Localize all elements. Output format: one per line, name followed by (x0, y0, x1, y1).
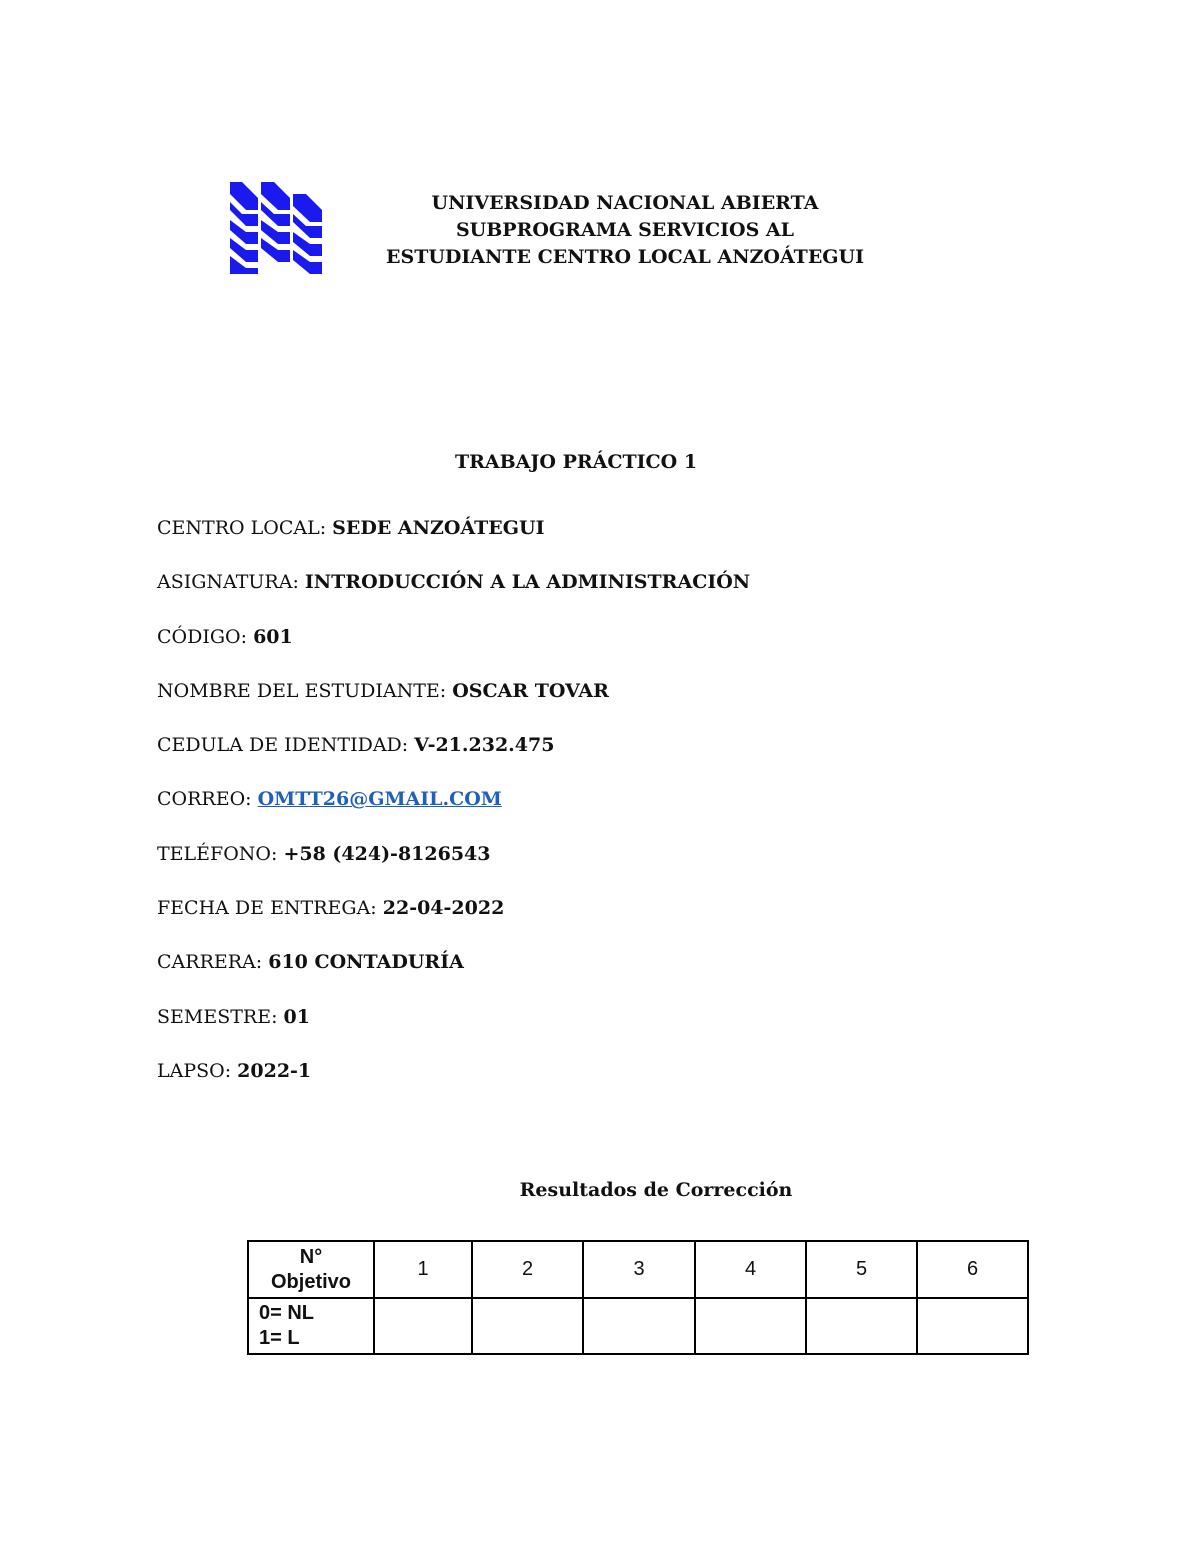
field-telefono (157, 843, 750, 897)
score-cell (583, 1298, 695, 1354)
field-value: 01 (283, 1005, 310, 1028)
field-label: CÓDIGO: (157, 625, 254, 648)
university-logo (228, 180, 324, 276)
header-label-line-2: Objetivo (270, 1270, 351, 1293)
field-asignatura (157, 571, 750, 625)
objective-number-cell: 3 (583, 1241, 695, 1298)
field-value: 610 CONTADURÍA (268, 951, 464, 974)
header-line-3: ESTUDIANTE CENTRO LOCAL ANZOÁTEGUI (386, 246, 864, 268)
legend-line-2: 1= L (259, 1327, 300, 1349)
field-label: CENTRO LOCAL: (157, 517, 333, 539)
objective-header-cell (248, 1241, 374, 1298)
field-nombre (157, 680, 750, 734)
field-value: SEDE ANZOÁTEGUI (332, 517, 545, 539)
field-value: 2022-1 (237, 1059, 312, 1082)
field-value: 601 (253, 625, 293, 648)
score-cell (374, 1298, 472, 1354)
score-legend-cell (248, 1298, 374, 1354)
field-label: SEMESTRE: (157, 1005, 284, 1028)
field-label: LAPSO: (157, 1059, 238, 1082)
field-semestre (157, 1006, 750, 1060)
score-cell (695, 1298, 806, 1354)
field-label: CORREO: (157, 788, 258, 811)
header-line-1: UNIVERSIDAD NACIONAL ABIERTA (431, 192, 819, 214)
student-info-fields (157, 517, 750, 1114)
results-table (247, 1240, 1029, 1355)
institution-header (340, 190, 910, 271)
objective-number-cell: 4 (695, 1241, 806, 1298)
field-value: OSCAR TOVAR (452, 679, 609, 702)
field-value: V-21.232.475 (414, 734, 555, 757)
score-cell (472, 1298, 583, 1354)
objective-number-cell: 1 (374, 1241, 472, 1298)
field-label: NOMBRE DEL ESTUDIANTE: (157, 679, 453, 702)
field-label: CEDULA DE IDENTIDAD: (157, 734, 415, 757)
field-fecha-entrega (157, 897, 750, 951)
field-value: INTRODUCCIÓN A LA ADMINISTRACIÓN (304, 571, 751, 594)
field-carrera (157, 951, 750, 1005)
score-cell (806, 1298, 917, 1354)
objective-number-cell: 2 (472, 1241, 583, 1298)
field-label: ASIGNATURA: (157, 571, 305, 594)
results-title: Resultados de Corrección (519, 1179, 793, 1201)
table-row (248, 1298, 1028, 1354)
field-codigo (157, 626, 750, 680)
field-value: 22-04-2022 (382, 897, 505, 920)
score-cell (917, 1298, 1028, 1354)
email-link[interactable]: OMTT26@GMAIL.COM (257, 788, 502, 811)
field-label: CARRERA: (157, 951, 269, 974)
objective-number-cell: 5 (806, 1241, 917, 1298)
document-title: TRABAJO PRÁCTICO 1 (454, 451, 698, 473)
header-label-line-1: N° (299, 1245, 323, 1268)
field-value: +58 (424)-8126543 (283, 842, 491, 865)
field-lapso (157, 1060, 750, 1114)
table-row (248, 1241, 1028, 1298)
field-correo (157, 788, 750, 842)
legend-line-1: 0= NL (259, 1302, 315, 1324)
objective-number-cell: 6 (917, 1241, 1028, 1298)
field-centro-local (157, 517, 750, 571)
field-label: FECHA DE ENTREGA: (157, 897, 383, 920)
field-cedula (157, 734, 750, 788)
field-label: TELÉFONO: (157, 842, 284, 865)
header-line-2: SUBPROGRAMA SERVICIOS AL (455, 219, 795, 241)
